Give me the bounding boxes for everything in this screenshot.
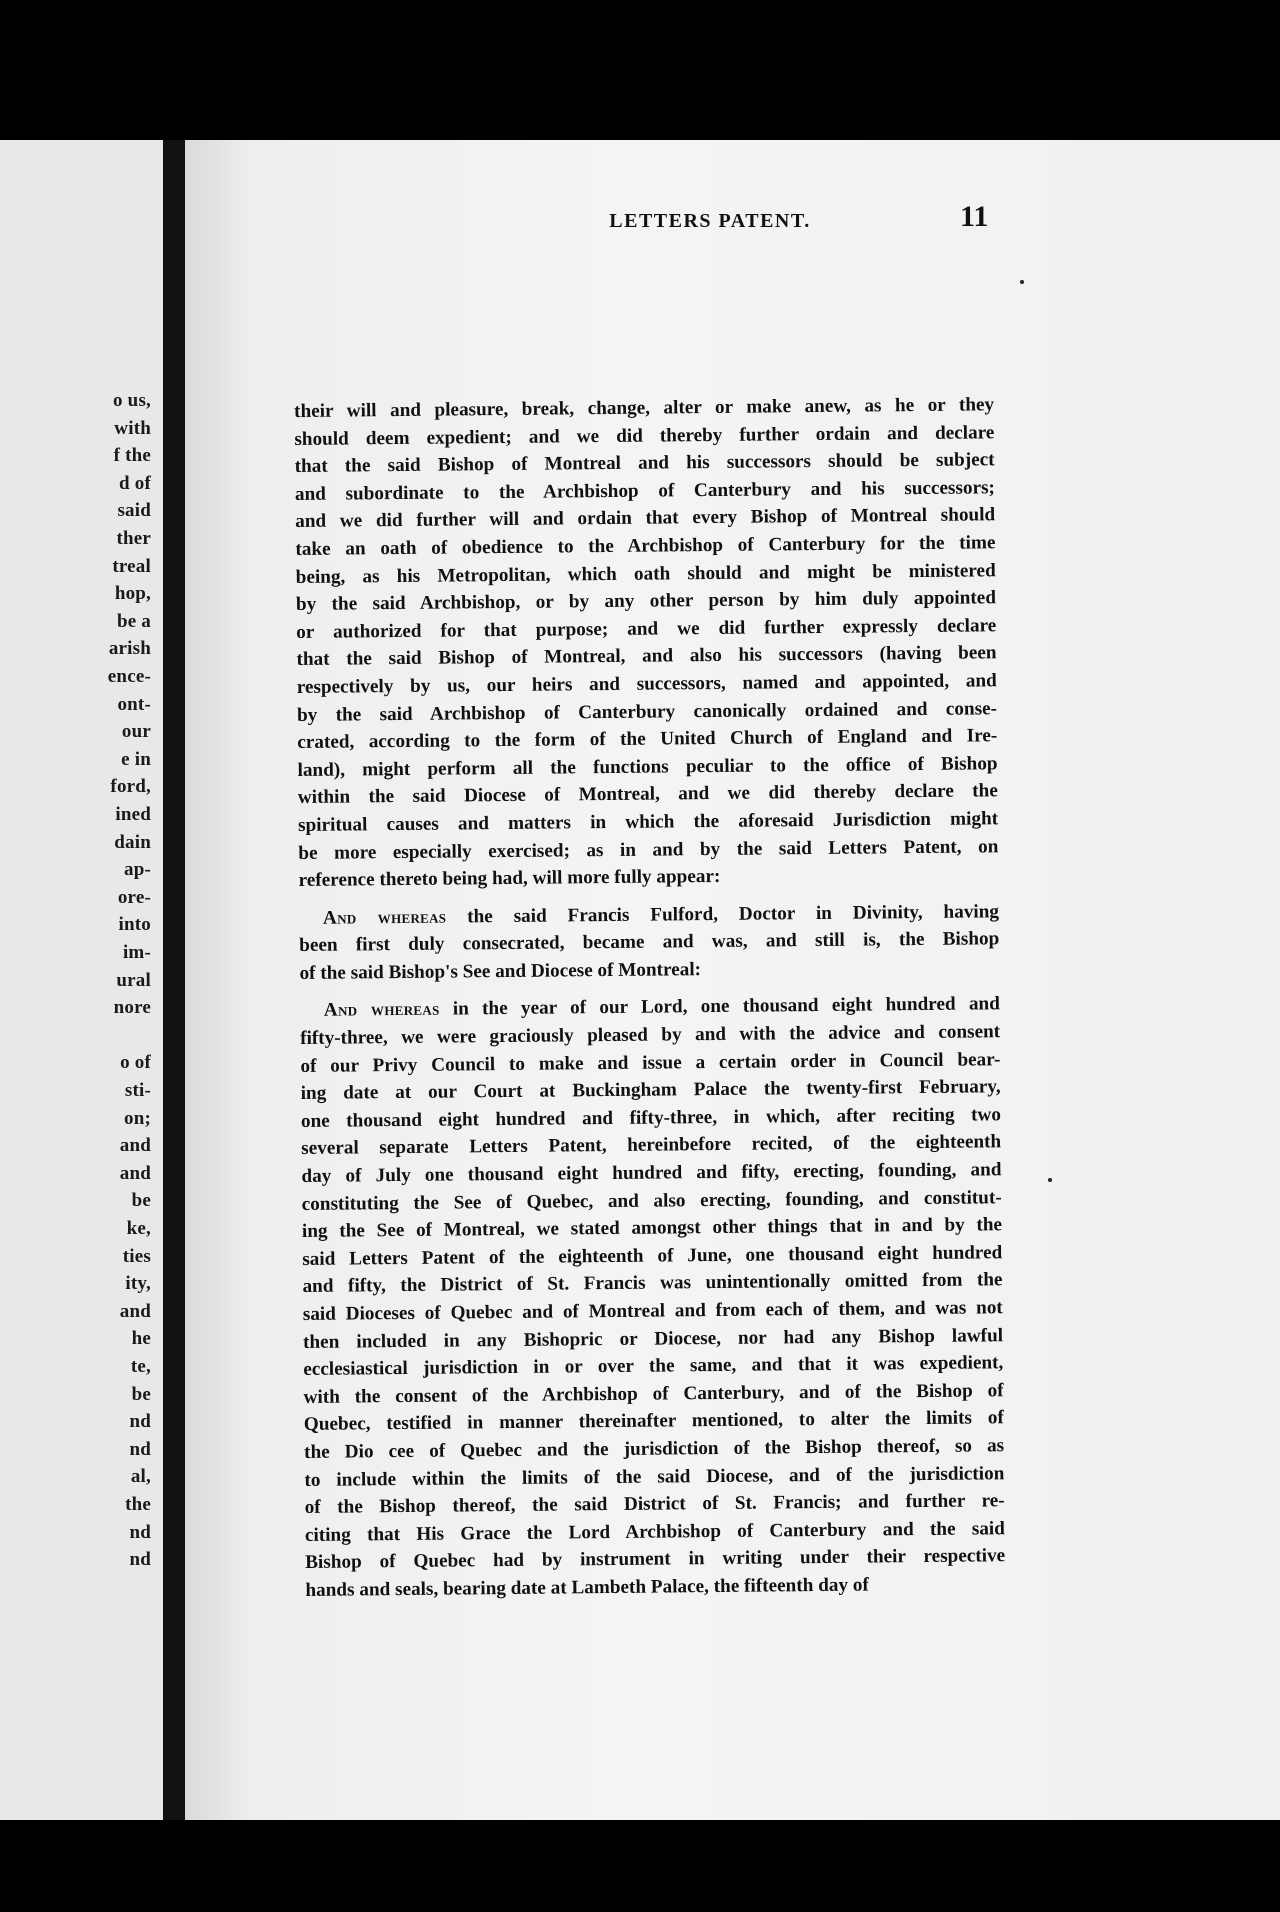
left-page-fragment: hop, [114, 583, 151, 605]
left-page-fragment: ined [115, 804, 151, 825]
left-page-fragment: d of [119, 472, 151, 494]
line-text: said Letters Patent of the eighteenth of June, one thousand eight hundred [302, 1242, 1003, 1270]
left-page-fragment: said [117, 500, 151, 522]
left-page-fragment: treal [112, 555, 151, 577]
running-head: LETTERS PATENT. [609, 210, 811, 232]
left-page-fragment: be a [116, 610, 151, 632]
left-page-fragment: e in [121, 748, 151, 770]
left-page-fragment: im- [122, 942, 151, 963]
line-text: one thousand eight hundred and fifty-three, in which, after reciting two [300, 1104, 1002, 1132]
line-text: to include within the limits of the said Diocese, and of the jurisdiction [304, 1462, 1005, 1491]
paragraph-lead: And whereas [323, 999, 440, 1022]
paragraph-3 [300, 991, 1006, 1605]
line-text: with the consent of the Archbishop of Canterbury, and of the Bishop of [303, 1380, 1004, 1408]
left-page-fragment: ence- [107, 666, 151, 687]
line-text: within the said Diocese of Montreal, and we did thereby declare the [297, 780, 998, 809]
line-text: constituting the See of Quebec, and also erecting, founding, and constitut- [301, 1186, 1002, 1215]
left-page-fragment: into [118, 914, 151, 936]
body-text [294, 391, 1006, 1604]
line-text: by the said Archbishop, or by any other person by him duly appointed [295, 587, 997, 616]
left-page-fragment: ont- [117, 693, 151, 715]
line-text: land), might perform all the functions peculiar to the office of Bishop [297, 752, 998, 781]
ink-speck [1048, 1178, 1052, 1182]
left-page-fragment: te, [130, 1356, 151, 1377]
line-text: reference thereto being had, will more fully appear: [298, 866, 721, 892]
left-page-fragment: on; [124, 1107, 151, 1129]
line-text: said Dioceses of Quebec and of Montreal and from each of them, and was not [302, 1297, 1003, 1325]
line-text: or authorized for that purpose; and we did further expressly declare [296, 615, 997, 643]
left-page-fragment: ties [122, 1245, 151, 1267]
left-page-fragment: ford, [110, 776, 151, 798]
left-page-fragment: ity, [125, 1273, 151, 1295]
line-text: should deem expedient; and we did thereby further ordain and declare [294, 421, 995, 450]
left-page-fragment: arish [108, 638, 151, 660]
left-page-fragment: ore- [117, 886, 151, 908]
left-page-fragment: ke, [126, 1218, 151, 1239]
left-page-fragment: and [119, 1162, 151, 1184]
line-text: and subordinate to the Archbishop of Canterbury and his successors; [294, 477, 995, 505]
left-page-fragment: ural [116, 969, 151, 991]
left-page-fragment: be [131, 1383, 151, 1405]
left-page-fragment: with [114, 417, 151, 439]
paragraph-2 [299, 898, 1000, 987]
left-page-fragment: be [131, 1190, 151, 1212]
line-text: of the Bishop thereof, the said District of St. Francis; and further re- [304, 1490, 1005, 1519]
left-page-fragment: nd [129, 1521, 151, 1543]
line-text: the Dio cee of Quebec and the jurisdiction of the Bishop thereof, so as [304, 1435, 1005, 1463]
left-page-fragment: nore [113, 997, 151, 1019]
line-text: take an oath of obedience to the Archbishop of Canterbury for the time [295, 532, 996, 560]
left-page-fragment: o of [120, 1052, 151, 1074]
left-page-fragment: nd [129, 1438, 151, 1460]
paragraph-1 [294, 391, 999, 894]
line-text: day of July one thousand eight hundred and fifty, erecting, founding, and [301, 1159, 1002, 1187]
line-text: and fifty, the District of St. Francis was unintentionally omitted from the [302, 1269, 1003, 1298]
line-text: then included in any Bishopric or Diocese, nor had any Bishop lawful [302, 1324, 1004, 1353]
line-text: ing date at our Court at Buckingham Palace the twenty-first February, [300, 1076, 1001, 1105]
line-text: Quebec, testified in manner thereinafter mentioned, to alter the limits of [303, 1407, 1004, 1436]
ink-speck [1020, 280, 1024, 284]
line-text: Bishop of Quebec had by instrument in writing under their respective [305, 1545, 1006, 1574]
line-text: and we did further will and ordain that every Bishop of Montreal should [295, 504, 996, 533]
line-text: ing the See of Montreal, we stated amongst other things that in and by the [301, 1214, 1003, 1243]
left-page-fragment: our [121, 721, 151, 743]
left-page-fragment: al, [130, 1466, 151, 1488]
line-text: ecclesiastical jurisdiction in or over the same, and that it was expedient, [303, 1352, 1004, 1381]
line-text: by the said Archbishop of Canterbury canonically ordained and conse- [296, 697, 998, 726]
line-text: in the year of our Lord, one thousand eight hundred and [439, 993, 1000, 1021]
left-page-fragment: nd [129, 1411, 151, 1433]
left-page-fragment: ther [116, 528, 151, 549]
line-text: that the said Bishop of Montreal and his successors should be subject [294, 449, 995, 478]
line-text: crated, according to the form of the United Church of England and Ire- [297, 725, 998, 754]
line-text: several separate Letters Patent, hereinbefore recited, of the eighteenth [301, 1131, 1002, 1160]
line-text: the said Francis Fulford, Doctor in Divinity, having [446, 900, 1000, 928]
left-page-fragment: nd [129, 1549, 151, 1571]
left-page-fragment: o us, [113, 390, 151, 411]
line-text: their will and pleasure, break, change, alter or make anew, as he or they [294, 394, 995, 422]
left-page-edge [0, 140, 163, 1820]
book-gutter [163, 140, 185, 1820]
left-page-fragment: and [119, 1135, 151, 1157]
line-text: spiritual causes and matters in which the aforesaid Jurisdiction might [298, 808, 999, 836]
line-text: been first duly consecrated, became and was, and still is, the Bishop [299, 928, 1000, 957]
left-page-fragment: dain [114, 831, 151, 853]
left-page-fragment: and [119, 1300, 151, 1322]
left-page-fragment: ap- [124, 859, 151, 881]
left-page-fragment: f the [113, 445, 151, 467]
line-text: be more especially exercised; as in and by the said Letters Patent, on [298, 835, 999, 864]
line-text: of the said Bishop's See and Diocese of Montreal: [299, 958, 702, 984]
left-page-fragment: sti- [124, 1080, 151, 1101]
line-text: of our Privy Council to make and issue a certain order in Council bear- [300, 1048, 1001, 1077]
line-text: citing that His Grace the Lord Archbishop of Canterbury and the said [304, 1517, 1005, 1546]
line-text: fifty-three, we were graciously pleased by and with the advice and consent [300, 1021, 1001, 1050]
left-page-fragment: the [125, 1494, 151, 1515]
line-text: respectively by us, our heirs and successors, named and appointed, and [296, 670, 997, 698]
line-text: hands and seals, bearing date at Lambeth Palace, the fifteenth day of [305, 1574, 869, 1601]
left-page-fragment: he [131, 1328, 151, 1350]
line-text: that the said Bishop of Montreal, and also his successors (having been [296, 642, 997, 671]
page-number: 11 [960, 200, 989, 233]
paragraph-lead: And whereas [322, 906, 447, 929]
line-text: being, as his Metropolitan, which oath should and might be ministered [295, 559, 996, 588]
